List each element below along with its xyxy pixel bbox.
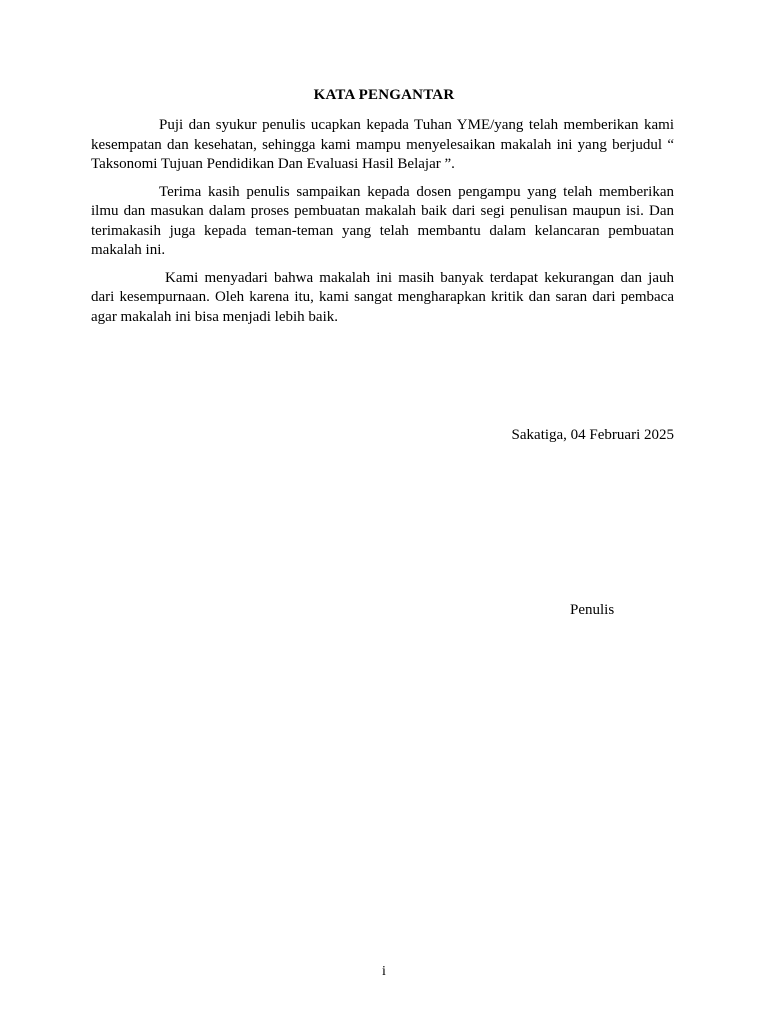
page-number: i xyxy=(382,964,386,979)
paragraph-3: Kami menyadari bahwa makalah ini masih banyak terdapat kekurangan dan jauh dari kesempurnaan. Oleh karena itu, kami sangat mengharapkan kritik dan saran dari pembaca agar makalah ini bisa menjadi lebih baik. xyxy=(91,269,674,325)
author-signature: Penulis xyxy=(570,602,615,618)
place-date: Sakatiga, 04 Februari 2025 xyxy=(511,427,674,443)
document-body xyxy=(91,116,674,327)
paragraph-2: Terima kasih penulis sampaikan kepada dosen pengampu yang telah memberikan ilmu dan masukan dalam proses pembuatan makalah baik dari segi penulisan maupun isi. Dan terimakasih juga kepada teman-teman yang telah membantu dalam kelancaran pembuatan makalah ini. xyxy=(91,183,674,258)
page-title: KATA PENGANTAR xyxy=(313,87,455,103)
paragraph-1: Puji dan syukur penulis ucapkan kepada Tuhan YME/yang telah memberikan kami kesempatan dan kesehatan, sehingga kami mampu menyelesaikan makalah ini yang berjudul “ Taksonomi Tujuan Pendidikan Dan Evaluasi Hasil Belajar ”. xyxy=(91,117,674,172)
